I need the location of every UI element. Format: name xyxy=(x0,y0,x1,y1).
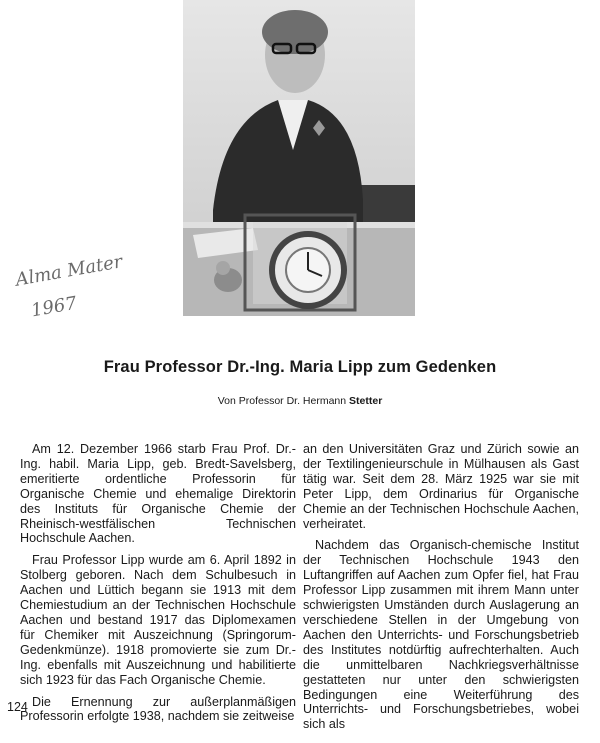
portrait-photo-illustration xyxy=(183,0,415,316)
byline-prefix: Von Professor Dr. Hermann xyxy=(217,395,347,407)
paragraph: Am 12. Dezember 1966 starb Frau Prof. Dr.-Ing. habil. Maria Lipp, geb. Bredt-Savelsberg, emeritierte ordentliche Professorin für Organische Chemie und ehemalige Direktorin des Instituts für Organische Chemie der Rheinisch-westfälischen Technischen Hochschule Aachen. xyxy=(20,442,296,546)
handwritten-annotation xyxy=(14,251,130,324)
article-title: Frau Professor Dr.-Ing. Maria Lipp zum Gedenken xyxy=(103,358,497,376)
paragraph: an den Universitäten Graz und Zürich sowie an der Textilingenieurschule in Mülhausen als Gast tätig war. Seit dem 28. März 1925 war sie mit Peter Lipp, dem Ordinarius für Organische Chemie an der Technischen Hochschule Aachen, verheiratet. xyxy=(303,442,579,531)
annotation-line-2: 1967 xyxy=(29,292,79,321)
right-column xyxy=(303,442,579,739)
page-number: 124 xyxy=(7,700,28,714)
author-name: Stetter xyxy=(349,395,383,407)
annotation-line-1: Alma Mater xyxy=(14,251,124,291)
paragraph: Frau Professor Lipp wurde am 6. April 1892 in Stolberg geboren. Nach dem Schulbesuch in Aachen und Lüttich begann sie 1913 mit dem Chemiestudium an der Technischen Hochschule Aachen und bestand 1917 das Diplomexamen für Chemiker mit Auszeichnung (Springorum-Gedenkmünze). 1918 promovierte sie zum Dr.-Ing. ebenfalls mit Auszeichnung und habilitierte sich 1923 für das Fach Organische Chemie. xyxy=(20,553,296,687)
paragraph: Die Ernennung zur außerplanmäßigen Professorin erfolgte 1938, nachdem sie zeitweise xyxy=(20,694,296,724)
byline xyxy=(0,395,600,407)
left-column xyxy=(20,442,296,731)
paragraph: Nachdem das Organisch-chemische Institut der Technischen Hochschule 1943 den Luftangriffen auf Aachen zum Opfer fiel, hat Frau Professor Lipp zusammen mit ihrem Mann unter schwierigsten Umständen durch Auslagerung an verschiedene Stellen in der Umgebung von Aachen den Unterrichts- und Forschungsbetrieb des Institutes notdürftig aufrechterhalten. Auch die unmittelbaren Nachkriegsverhältnisse gestatteten nur unter den schwierigsten Bedingungen eine Weiterführung des Unterrichts- und Forschungsbetriebes, wobei sich als xyxy=(303,538,579,732)
portrait-photo xyxy=(183,0,415,316)
